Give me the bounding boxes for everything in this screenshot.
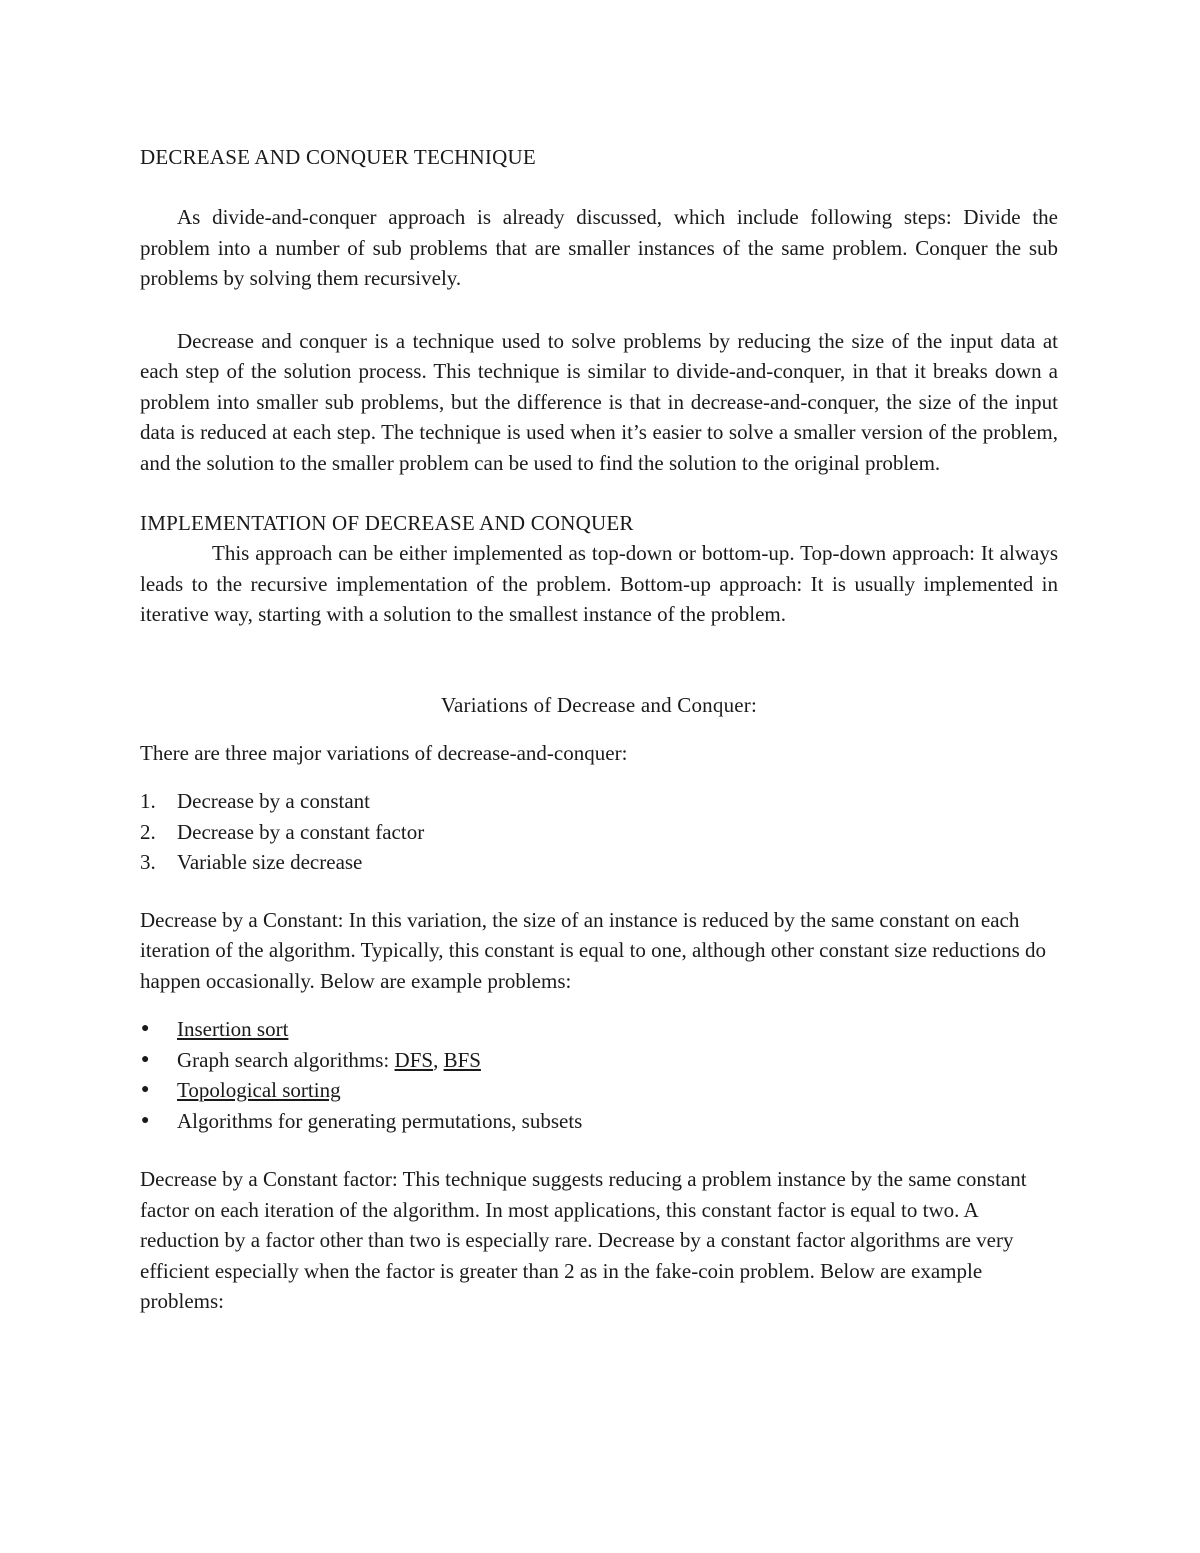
dfs-link[interactable]: DFS [394,1047,434,1072]
constant-factor-paragraph: Decrease by a Constant factor: This technique suggests reducing a problem instance by the same constant factor on each iteration of the algorithm. In most applications, this constant factor is equal to two. A reduction by a factor other than two is especially rare. Decrease by a constant factor algorithms are very efficient especially when the factor is greater than 2 as in the fake-coin problem. Below are example problems: [140,1167,1027,1313]
list-item [140,847,1058,878]
implementation-heading: IMPLEMENTATION OF DECREASE AND CONQUER [140,511,634,535]
graph-search-label: Graph search algorithms: [177,1047,395,1072]
list-item [140,1106,1058,1137]
bullet-icon: ● [141,1021,150,1036]
list-item [140,1075,1058,1106]
list-item [140,1014,1058,1045]
implementation-paragraph: This approach can be either implemented as top-down or bottom-up. Top-down approach: It always leads to the recursive implementation of the problem. Bottom-up approach: It is usually implemented in iterative way, starting with a solution to the smallest instance of the problem. [140,541,1058,626]
variations-heading: Variations of Decrease and Conquer: [440,692,758,717]
constant-examples-list [140,1014,1058,1136]
list-item [140,786,1058,817]
list-number: 1. [140,789,156,813]
bfs-link[interactable]: BFS [443,1047,481,1072]
list-item [140,1045,1058,1076]
bullet-icon: ● [141,1112,150,1128]
variations-list [140,786,1058,878]
insertion-sort-link[interactable]: Insertion sort [177,1017,289,1041]
list-number: 3. [140,850,156,874]
link-separator: , [433,1047,444,1072]
variations-intro: There are three major variations of decrease-and-conquer: [140,740,628,765]
list-item-label: Variable size decrease [177,850,363,874]
permutations-label: Algorithms for generating permutations, subsets [177,1108,583,1133]
topological-sorting-link[interactable]: Topological sorting [177,1078,341,1102]
list-item-label: Decrease by a constant factor [177,819,425,844]
description-paragraph: Decrease and conquer is a technique used to solve problems by reducing the size of the input data at each step of the solution process. This technique is similar to divide-and-conquer, in that it breaks down a problem into smaller sub problems, but the difference is that in decrease-and-conquer, the size of the input data is reduced at each step. The technique is used when it’s easier to solve a smaller version of the problem, and the solution to the smaller problem can be used to find the solution to the original problem. [140,328,1058,475]
intro-paragraph: As divide-and-conquer approach is already discussed, which include following steps: Divide the problem into a number of sub problems that are smaller instances of the same problem. Conquer the sub problems by solving them recursively. [140,205,1058,290]
list-number: 2. [140,819,156,844]
bullet-icon: ● [141,1082,150,1097]
list-item-label: Decrease by a constant [177,789,370,813]
bullet-icon: ● [141,1051,150,1067]
page-title: DECREASE AND CONQUER TECHNIQUE [140,145,536,169]
list-item [140,817,1058,848]
document-page [140,142,1058,1317]
constant-paragraph: Decrease by a Constant: In this variation, the size of an instance is reduced by the same constant on each iteration of the algorithm. Typically, this constant is equal to one, although other constant size reductions do happen occasionally. Below are example problems: [140,907,1046,993]
